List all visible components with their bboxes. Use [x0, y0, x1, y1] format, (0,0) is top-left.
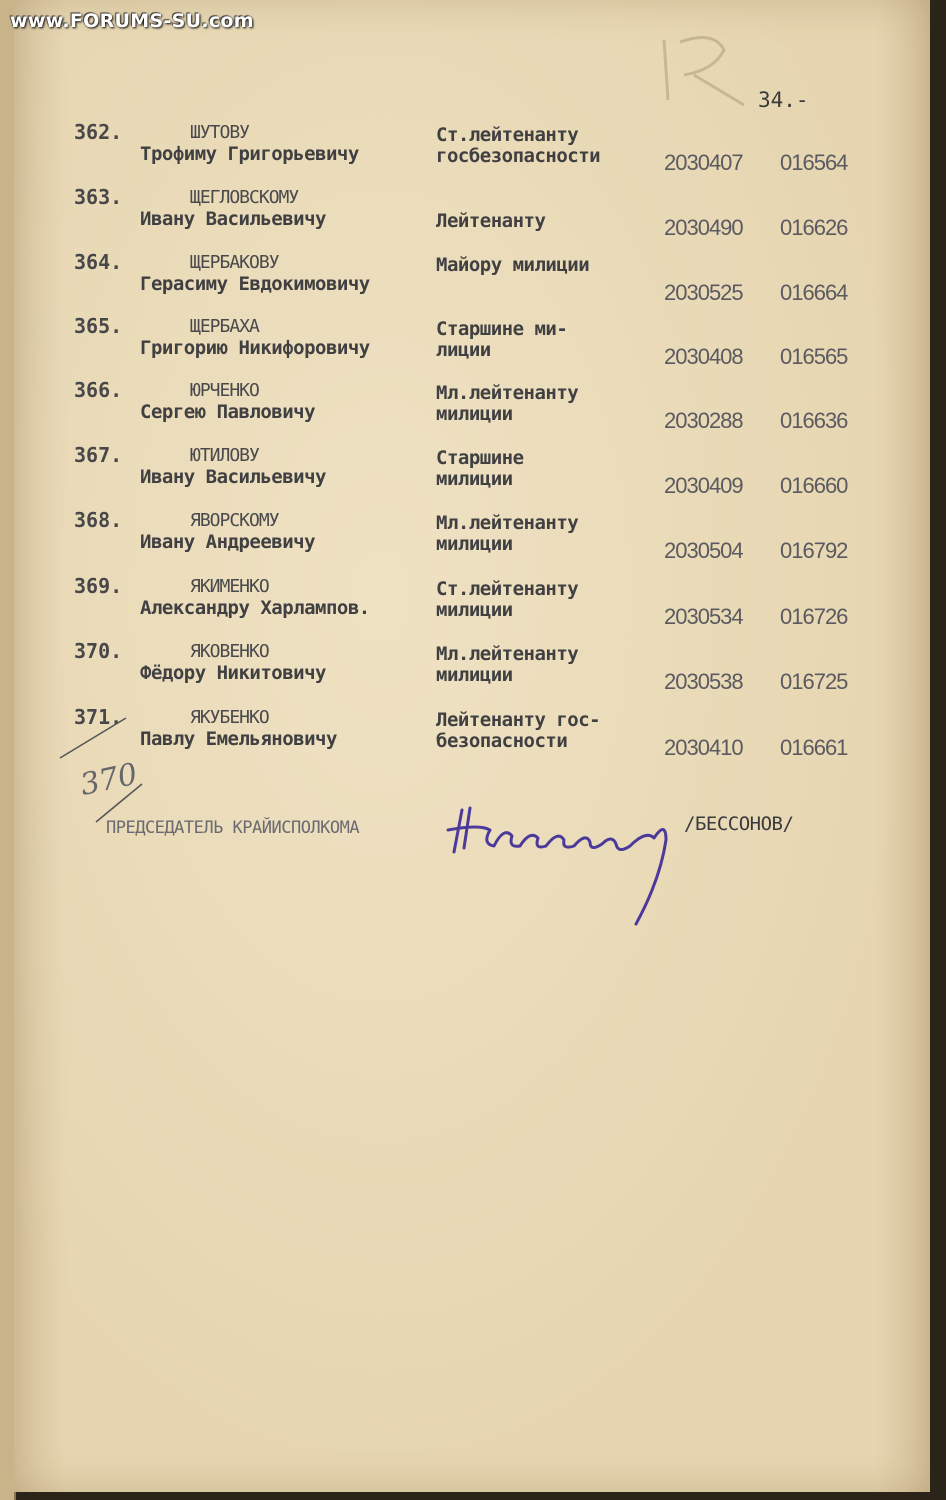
entry-code1: 2030525 [664, 280, 743, 305]
entry-given-name: Ивану Васильевичу [140, 208, 326, 230]
entry-code2: 016636 [780, 408, 848, 433]
entry-code2: 016565 [780, 344, 848, 369]
entry-number: 367. [74, 443, 123, 467]
list-item [0, 250, 946, 314]
entry-rank-line2: милиции [436, 468, 513, 490]
entry-code1: 2030504 [664, 538, 743, 563]
entry-given-name: Павлу Емельяновичу [140, 728, 337, 750]
entry-code1: 2030408 [664, 344, 743, 369]
entry-rank-line1: Ст.лейтенанту [436, 124, 579, 146]
entry-rank-line1: Ст.лейтенанту [436, 578, 579, 600]
entry-given-name: Трофиму Григорьевичу [140, 143, 359, 165]
entry-surname: ЩЕРБАКОВУ [190, 252, 279, 273]
list-item [0, 574, 946, 638]
entry-rank-line1: Старшине ми- [436, 318, 568, 340]
entry-code1: 2030538 [664, 669, 743, 694]
entry-given-name: Ивану Андреевичу [140, 531, 316, 553]
entry-number: 369. [74, 574, 123, 598]
chairman-title: ПРЕДСЕДАТЕЛЬ КРАЙИСПОЛКОМА [106, 818, 360, 838]
entry-code1: 2030288 [664, 408, 743, 433]
entry-number: 366. [74, 378, 123, 402]
entry-surname: ШУТОВУ [190, 122, 250, 143]
entry-surname: ЯВОРСКОМУ [190, 510, 279, 531]
entry-number: 362. [74, 120, 123, 144]
list-item [0, 443, 946, 507]
entry-code2: 016660 [780, 473, 848, 498]
entry-rank-line2: милиции [436, 664, 513, 686]
pencil-number: 370 [77, 756, 141, 803]
entry-rank-line2: госбезопасности [436, 145, 601, 167]
entry-rank-line1: Мл.лейтенанту [436, 643, 579, 665]
entry-surname: ЯКУБЕНКО [190, 707, 269, 728]
pencil-annotation [56, 700, 166, 830]
entry-surname: ЮРЧЕНКО [190, 380, 259, 401]
entry-code1: 2030409 [664, 473, 743, 498]
watermark-text: www.FORUMS-SU.com [10, 10, 254, 32]
list-item [0, 120, 946, 184]
entry-code1: 2030490 [664, 215, 743, 240]
entry-rank-line2: милиции [436, 533, 513, 555]
chairman-name: /БЕССОНОВ/ [684, 813, 794, 835]
entry-code1: 2030534 [664, 604, 743, 629]
entry-given-name: Сергею Павловичу [140, 401, 316, 423]
entry-code1: 2030407 [664, 150, 743, 175]
entry-given-name: Григорию Никифоровичу [140, 337, 370, 359]
list-item [0, 508, 946, 572]
entry-rank-line1: Майору милиции [436, 254, 590, 276]
entry-code2: 016626 [780, 215, 848, 240]
entry-given-name: Александру Харлампов. [140, 597, 370, 619]
entry-rank-line1: Старшине [436, 447, 524, 469]
entry-surname: ЯКОВЕНКО [190, 641, 269, 662]
entry-surname: ЩЕГЛОВСКОМУ [190, 187, 299, 208]
entry-surname: ЮТИЛОВУ [190, 445, 259, 466]
entry-rank-line2: Лейтенанту [436, 210, 546, 232]
entry-given-name: Фёдору Никитовичу [140, 662, 326, 684]
entry-code2: 016726 [780, 604, 848, 629]
entry-rank-line1: Лейтенанту гос- [436, 709, 601, 731]
entry-rank-line2: милиции [436, 403, 513, 425]
entry-code1: 2030410 [664, 735, 743, 760]
entry-code2: 016564 [780, 150, 848, 175]
entry-code2: 016661 [780, 735, 848, 760]
entry-given-name: Ивану Васильевичу [140, 466, 326, 488]
entry-rank-line2: милиции [436, 599, 513, 621]
entry-number: 370. [74, 639, 123, 663]
entry-rank-line2: безопасности [436, 730, 568, 752]
entry-number: 368. [74, 508, 123, 532]
entry-rank-line1: Мл.лейтенанту [436, 382, 579, 404]
list-item [0, 639, 946, 703]
entry-code2: 016664 [780, 280, 848, 305]
entry-rank-line2: лиции [436, 339, 491, 361]
page-number: 34.- [758, 88, 809, 112]
entry-surname: ЯКИМЕНКО [190, 576, 269, 597]
entry-number: 371. [74, 705, 123, 729]
list-item [0, 378, 946, 442]
entry-number: 365. [74, 314, 123, 338]
entry-code2: 016792 [780, 538, 848, 563]
entry-code2: 016725 [780, 669, 848, 694]
entry-rank-line1: Мл.лейтенанту [436, 512, 579, 534]
entry-number: 363. [74, 185, 123, 209]
chairman-signature [440, 790, 680, 930]
list-item [0, 185, 946, 249]
archive-stamp-mark [654, 30, 764, 110]
entry-given-name: Герасиму Евдокимовичу [140, 273, 370, 295]
entry-number: 364. [74, 250, 123, 274]
list-item [0, 314, 946, 378]
entry-surname: ЩЕРБАХА [190, 316, 259, 337]
